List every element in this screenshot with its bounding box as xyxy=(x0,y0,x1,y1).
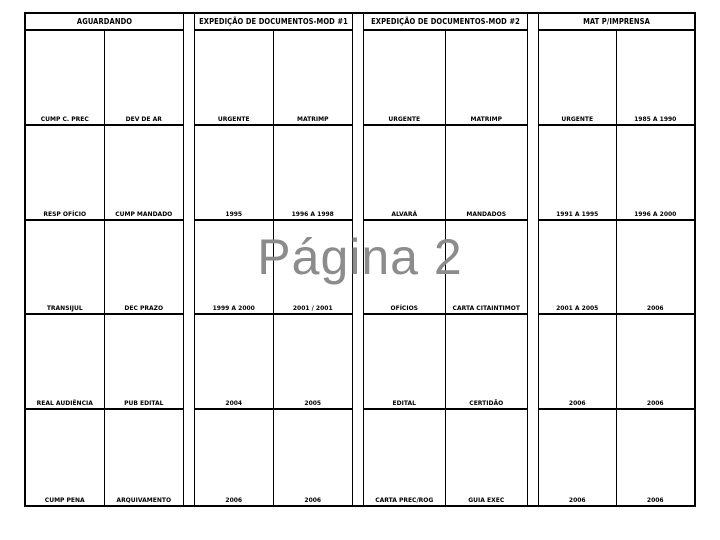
label-cell xyxy=(195,126,274,221)
cell-label: 2006 xyxy=(568,497,586,504)
label-grid xyxy=(539,31,694,505)
label-cell xyxy=(274,126,353,221)
cell-label: TRANSIJUL xyxy=(46,305,83,313)
cell-label: 1996 A 1998 xyxy=(291,210,334,218)
cell-label: 2006 xyxy=(568,400,586,408)
cell-label: CUMP MANDADO xyxy=(115,210,173,218)
cell-label: RESP OFÍCIO xyxy=(43,210,87,218)
label-cell xyxy=(539,315,617,410)
group-header: EXPEDIÇÃO DE DOCUMENTOS-MOD #1 xyxy=(195,14,352,31)
group-header: AGUARDANDO xyxy=(26,14,183,31)
cell-label: 2001 A 2005 xyxy=(556,305,599,313)
cell-label: CARTA CITAINTIMOT xyxy=(452,305,520,313)
label-cell xyxy=(105,315,184,410)
label-cell xyxy=(364,31,446,126)
label-grid xyxy=(364,31,527,505)
cell-label: DEV DE AR xyxy=(125,115,162,123)
cell-label: EDITAL xyxy=(392,400,416,408)
label-cell xyxy=(364,315,446,410)
label-cell xyxy=(364,410,446,505)
cell-label: 2004 xyxy=(225,400,243,408)
cell-label: MATRIMP xyxy=(297,115,329,123)
label-cell xyxy=(26,315,105,410)
cell-label: GUIA EXEC xyxy=(468,497,505,504)
cell-label: PUB EDITAL xyxy=(124,400,164,408)
label-cell xyxy=(26,221,105,316)
cell-label: OFÍCIOS xyxy=(390,305,418,313)
cell-label: URGENTE xyxy=(561,115,594,123)
label-cell xyxy=(446,315,528,410)
label-cell xyxy=(539,31,617,126)
label-cell xyxy=(364,126,446,221)
label-cell xyxy=(195,31,274,126)
cell-label: CERTIDÃO xyxy=(469,400,504,408)
label-cell xyxy=(105,410,184,505)
label-cell xyxy=(195,221,274,316)
cell-label: 1991 A 1995 xyxy=(556,210,599,218)
group-aguardando xyxy=(26,14,183,505)
label-cell xyxy=(195,410,274,505)
cell-label: REAL AUDIÊNCIA xyxy=(36,400,93,408)
group-expedicao-mod2 xyxy=(364,14,527,505)
label-cell xyxy=(539,221,617,316)
cell-label: MATRIMP xyxy=(470,115,502,123)
label-cell xyxy=(274,31,353,126)
cell-label: 1995 xyxy=(225,210,243,218)
label-cell xyxy=(446,31,528,126)
label-cell xyxy=(446,410,528,505)
column-divider xyxy=(352,14,364,505)
label-cell xyxy=(26,31,105,126)
cell-label: 2006 xyxy=(225,497,243,504)
cell-label: CUMP PENA xyxy=(44,497,85,504)
label-cell xyxy=(105,221,184,316)
group-mat-imprensa xyxy=(539,14,694,505)
cell-label: DEC PRAZO xyxy=(124,305,164,313)
label-cell xyxy=(446,221,528,316)
cell-label: ALVARÁ xyxy=(391,210,418,218)
cell-label: CARTA PREC/ROG xyxy=(375,497,434,504)
label-cell xyxy=(26,126,105,221)
label-cell xyxy=(617,410,695,505)
label-cell xyxy=(26,410,105,505)
cell-label: 1999 A 2000 xyxy=(212,305,255,313)
page-watermark: Página 2 xyxy=(257,229,463,285)
cell-label: ARQUIVAMENTO xyxy=(116,497,172,504)
label-grid xyxy=(26,31,183,505)
label-cell xyxy=(617,221,695,316)
label-cell xyxy=(446,126,528,221)
label-cell xyxy=(274,315,353,410)
group-header: EXPEDIÇÃO DE DOCUMENTOS-MOD #2 xyxy=(364,14,527,31)
column-divider xyxy=(183,14,195,505)
document-sheet xyxy=(24,12,696,507)
column-divider xyxy=(527,14,539,505)
label-grid xyxy=(195,31,352,505)
group-expedicao-mod1 xyxy=(195,14,352,505)
cell-label: MANDADOS xyxy=(466,210,507,218)
cell-label: 2006 xyxy=(304,497,322,504)
label-cell xyxy=(364,221,446,316)
cell-label: 1985 A 1990 xyxy=(634,115,677,123)
cell-label: 2006 xyxy=(646,400,664,408)
cell-label: 2006 xyxy=(646,497,664,504)
label-cell xyxy=(274,410,353,505)
label-cell xyxy=(105,31,184,126)
group-header: MAT P/IMPRENSA xyxy=(539,14,694,31)
label-cell xyxy=(539,126,617,221)
cell-label: 1996 A 2000 xyxy=(634,210,677,218)
label-cell xyxy=(105,126,184,221)
label-cell xyxy=(617,126,695,221)
cell-label: CUMP C. PREC xyxy=(40,115,89,123)
cell-label: URGENTE xyxy=(388,115,421,123)
label-cell xyxy=(195,315,274,410)
label-cell xyxy=(274,221,353,316)
cell-label: 2005 xyxy=(304,400,322,408)
label-cell xyxy=(617,315,695,410)
label-cell xyxy=(617,31,695,126)
cell-label: 2001 / 2001 xyxy=(292,305,333,313)
cell-label: URGENTE xyxy=(217,115,250,123)
cell-label: 2006 xyxy=(646,305,664,313)
label-cell xyxy=(539,410,617,505)
